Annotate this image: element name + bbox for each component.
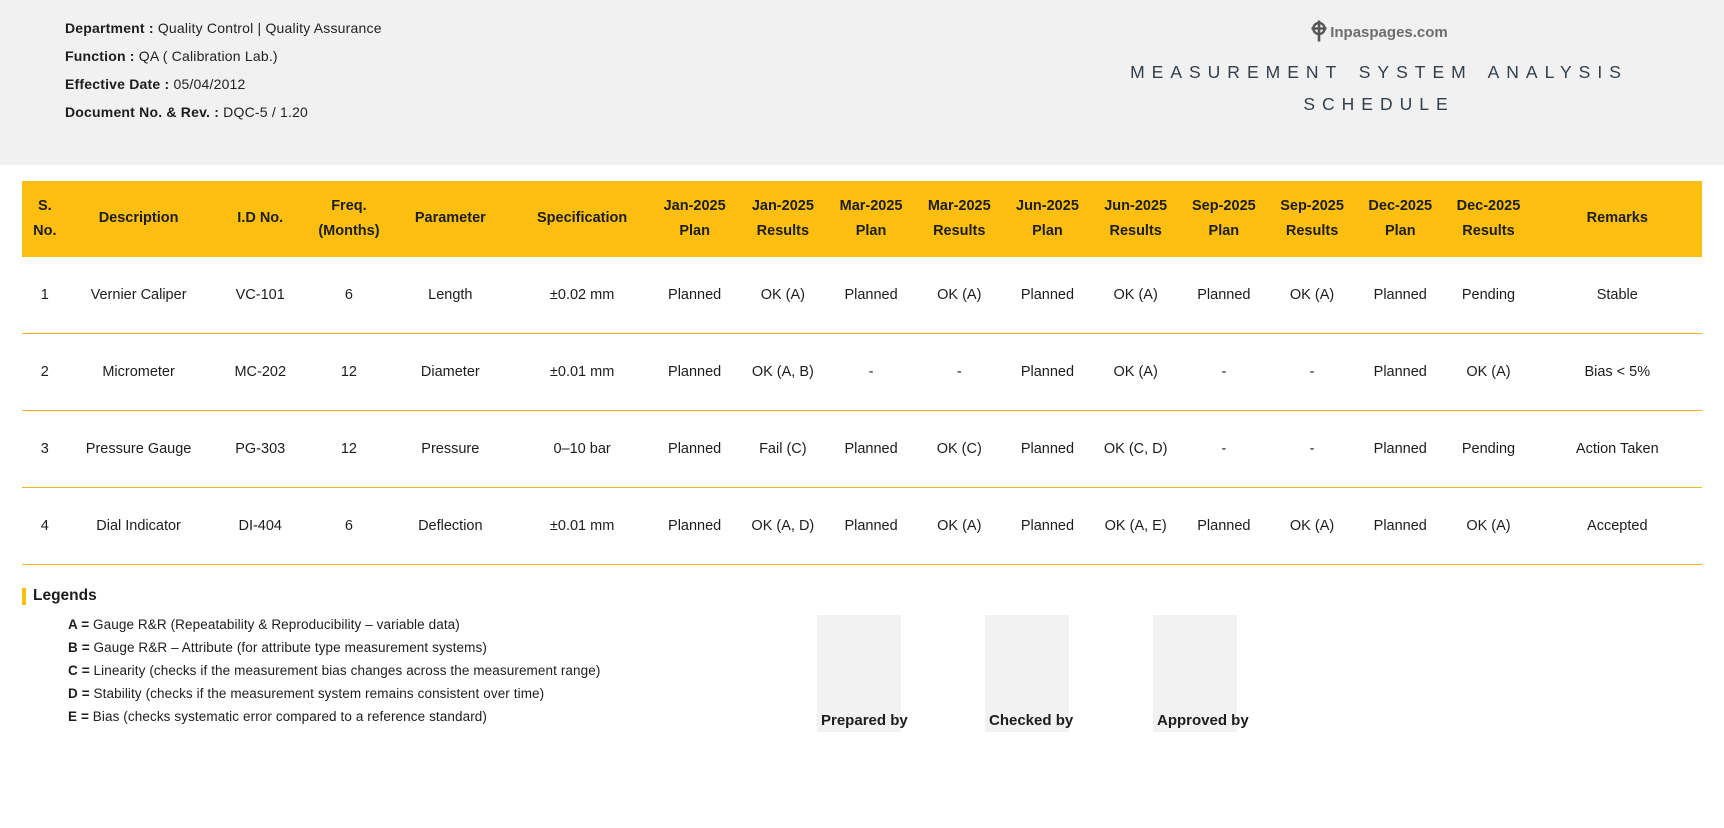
table-header-row	[22, 181, 1702, 257]
table-row	[22, 334, 1702, 411]
table-cell: OK (A, D)	[739, 488, 827, 565]
table-cell: 0–10 bar	[514, 411, 651, 488]
table-cell: OK (A)	[1268, 257, 1356, 334]
table-cell: ±0.01 mm	[514, 334, 651, 411]
page-title-line1: MEASUREMENT SYSTEM ANALYSIS	[1130, 62, 1628, 82]
table-cell: Pending	[1444, 411, 1532, 488]
table-cell: OK (A)	[1268, 488, 1356, 565]
table-cell: -	[827, 334, 915, 411]
meta-document-no-label: Document No. & Rev. :	[65, 104, 220, 120]
document-header	[0, 0, 1724, 165]
brand-logo-text: Inpaspages.com	[1330, 23, 1448, 41]
table-cell: Planned	[651, 488, 739, 565]
table-cell: Pressure Gauge	[68, 411, 210, 488]
table-cell: ±0.02 mm	[514, 257, 651, 334]
table-cell: 12	[311, 334, 387, 411]
table-cell: Planned	[651, 257, 739, 334]
table-cell: -	[1268, 334, 1356, 411]
table-cell: 1	[22, 257, 68, 334]
meta-department	[65, 20, 382, 36]
column-header-mar-2025-results: Mar-2025 Results	[915, 181, 1003, 257]
table-cell: Bias < 5%	[1533, 334, 1702, 411]
legend-text: Gauge R&R – Attribute (for attribute type measurement systems)	[93, 640, 487, 655]
table-cell: Planned	[1356, 411, 1444, 488]
table-cell: Planned	[1003, 257, 1091, 334]
meta-department-value: Quality Control | Quality Assurance	[157, 20, 382, 36]
signature-box-approved-by	[1153, 615, 1249, 732]
table-cell: OK (A)	[915, 488, 1003, 565]
table-cell: -	[1180, 411, 1268, 488]
column-header-freq-months: Freq. (Months)	[311, 181, 387, 257]
signature-label: Approved by	[1157, 712, 1249, 729]
table-row	[22, 257, 1702, 334]
table-cell: OK (A)	[1092, 257, 1180, 334]
legend-key: E =	[68, 709, 93, 724]
table-cell: 3	[22, 411, 68, 488]
table-cell: Accepted	[1533, 488, 1702, 565]
table-row	[22, 411, 1702, 488]
signature-label: Prepared by	[821, 712, 908, 729]
column-header-s-no: S. No.	[22, 181, 68, 257]
table-cell: 6	[311, 257, 387, 334]
table-cell: Planned	[1356, 257, 1444, 334]
legend-key: A =	[68, 617, 94, 632]
table-cell: -	[1180, 334, 1268, 411]
table-cell: Planned	[651, 334, 739, 411]
legend-text: Stability (checks if the measurement system remains consistent over time)	[93, 686, 545, 701]
brand-title-block	[1109, 20, 1649, 165]
legends-title	[22, 587, 97, 605]
meta-effective-date	[65, 76, 382, 92]
table-cell: Length	[387, 257, 514, 334]
table-cell: OK (A, B)	[739, 334, 827, 411]
signature-box-prepared-by	[817, 615, 908, 732]
table-cell: Planned	[651, 411, 739, 488]
table-cell: Pending	[1444, 257, 1532, 334]
table-cell: OK (A, E)	[1092, 488, 1180, 565]
column-header-sep-2025-results: Sep-2025 Results	[1268, 181, 1356, 257]
table-cell: Pressure	[387, 411, 514, 488]
signature-label: Checked by	[989, 712, 1074, 729]
schedule-main	[0, 181, 1724, 807]
legend-text: Linearity (checks if the measurement bias changes across the measurement range)	[93, 663, 601, 678]
table-cell: 4	[22, 488, 68, 565]
column-header-i-d-no: I.D No.	[210, 181, 311, 257]
column-header-remarks: Remarks	[1533, 181, 1702, 257]
table-cell: 2	[22, 334, 68, 411]
column-header-sep-2025-plan: Sep-2025 Plan	[1180, 181, 1268, 257]
document-meta	[65, 20, 382, 165]
table-cell: OK (A)	[915, 257, 1003, 334]
table-cell: Planned	[827, 411, 915, 488]
table-cell: 12	[311, 411, 387, 488]
table-cell: OK (A)	[1444, 334, 1532, 411]
table-cell: Planned	[1180, 257, 1268, 334]
table-cell: DI-404	[210, 488, 311, 565]
meta-function-value: QA ( Calibration Lab.)	[138, 48, 278, 64]
legends-accent-bar	[22, 588, 26, 605]
table-cell: PG-303	[210, 411, 311, 488]
table-cell: Micrometer	[68, 334, 210, 411]
meta-function-label: Function :	[65, 48, 135, 64]
footer-area	[22, 587, 1724, 807]
table-cell: Planned	[1003, 488, 1091, 565]
meta-document-no-value: DQC-5 / 1.20	[223, 104, 309, 120]
table-cell: OK (A)	[1444, 488, 1532, 565]
brand-logo-link[interactable]	[1310, 20, 1448, 44]
table-cell: Fail (C)	[739, 411, 827, 488]
meta-effective-date-label: Effective Date :	[65, 76, 170, 92]
column-header-mar-2025-plan: Mar-2025 Plan	[827, 181, 915, 257]
page-title	[1109, 56, 1649, 121]
table-cell: Planned	[1356, 488, 1444, 565]
table-cell: Planned	[827, 257, 915, 334]
table-cell: OK (C, D)	[1092, 411, 1180, 488]
table-cell: Planned	[1180, 488, 1268, 565]
column-header-dec-2025-plan: Dec-2025 Plan	[1356, 181, 1444, 257]
table-cell: -	[915, 334, 1003, 411]
table-cell: Dial Indicator	[68, 488, 210, 565]
column-header-jan-2025-plan: Jan-2025 Plan	[651, 181, 739, 257]
column-header-jun-2025-results: Jun-2025 Results	[1092, 181, 1180, 257]
table-cell: Planned	[827, 488, 915, 565]
signature-section	[817, 615, 1249, 732]
column-header-jun-2025-plan: Jun-2025 Plan	[1003, 181, 1091, 257]
table-cell: Action Taken	[1533, 411, 1702, 488]
table-cell: Vernier Caliper	[68, 257, 210, 334]
legend-key: D =	[68, 686, 94, 701]
legends-title-text: Legends	[33, 587, 97, 604]
crosshair-logo-icon	[1310, 20, 1328, 44]
table-cell: Diameter	[387, 334, 514, 411]
column-header-description: Description	[68, 181, 210, 257]
table-cell: ±0.01 mm	[514, 488, 651, 565]
table-cell: Deflection	[387, 488, 514, 565]
table-cell: Planned	[1356, 334, 1444, 411]
meta-document-no	[65, 104, 382, 120]
table-cell: OK (C)	[915, 411, 1003, 488]
column-header-dec-2025-results: Dec-2025 Results	[1444, 181, 1532, 257]
table-cell: OK (A)	[739, 257, 827, 334]
table-row	[22, 488, 1702, 565]
meta-department-label: Department :	[65, 20, 154, 36]
table-cell: VC-101	[210, 257, 311, 334]
table-cell: MC-202	[210, 334, 311, 411]
table-body	[22, 257, 1702, 565]
signature-box-checked-by	[985, 615, 1074, 732]
meta-function	[65, 48, 382, 64]
legend-key: B =	[68, 640, 94, 655]
column-header-jan-2025-results: Jan-2025 Results	[739, 181, 827, 257]
legend-text: Bias (checks systematic error compared to a reference standard)	[92, 709, 488, 724]
legend-key: C =	[68, 663, 94, 678]
table-cell: Stable	[1533, 257, 1702, 334]
table-cell: OK (A)	[1092, 334, 1180, 411]
column-header-specification: Specification	[514, 181, 651, 257]
table-cell: Planned	[1003, 411, 1091, 488]
page-title-line2: SCHEDULE	[1303, 94, 1455, 115]
table-cell: -	[1268, 411, 1356, 488]
legend-text: Gauge R&R (Repeatability & Reproducibility – variable data)	[93, 617, 460, 632]
table-cell: Planned	[1003, 334, 1091, 411]
table-cell: 6	[311, 488, 387, 565]
msa-schedule-table	[22, 181, 1702, 565]
table-header	[22, 181, 1702, 257]
column-header-parameter: Parameter	[387, 181, 514, 257]
meta-effective-date-value: 05/04/2012	[173, 76, 246, 92]
